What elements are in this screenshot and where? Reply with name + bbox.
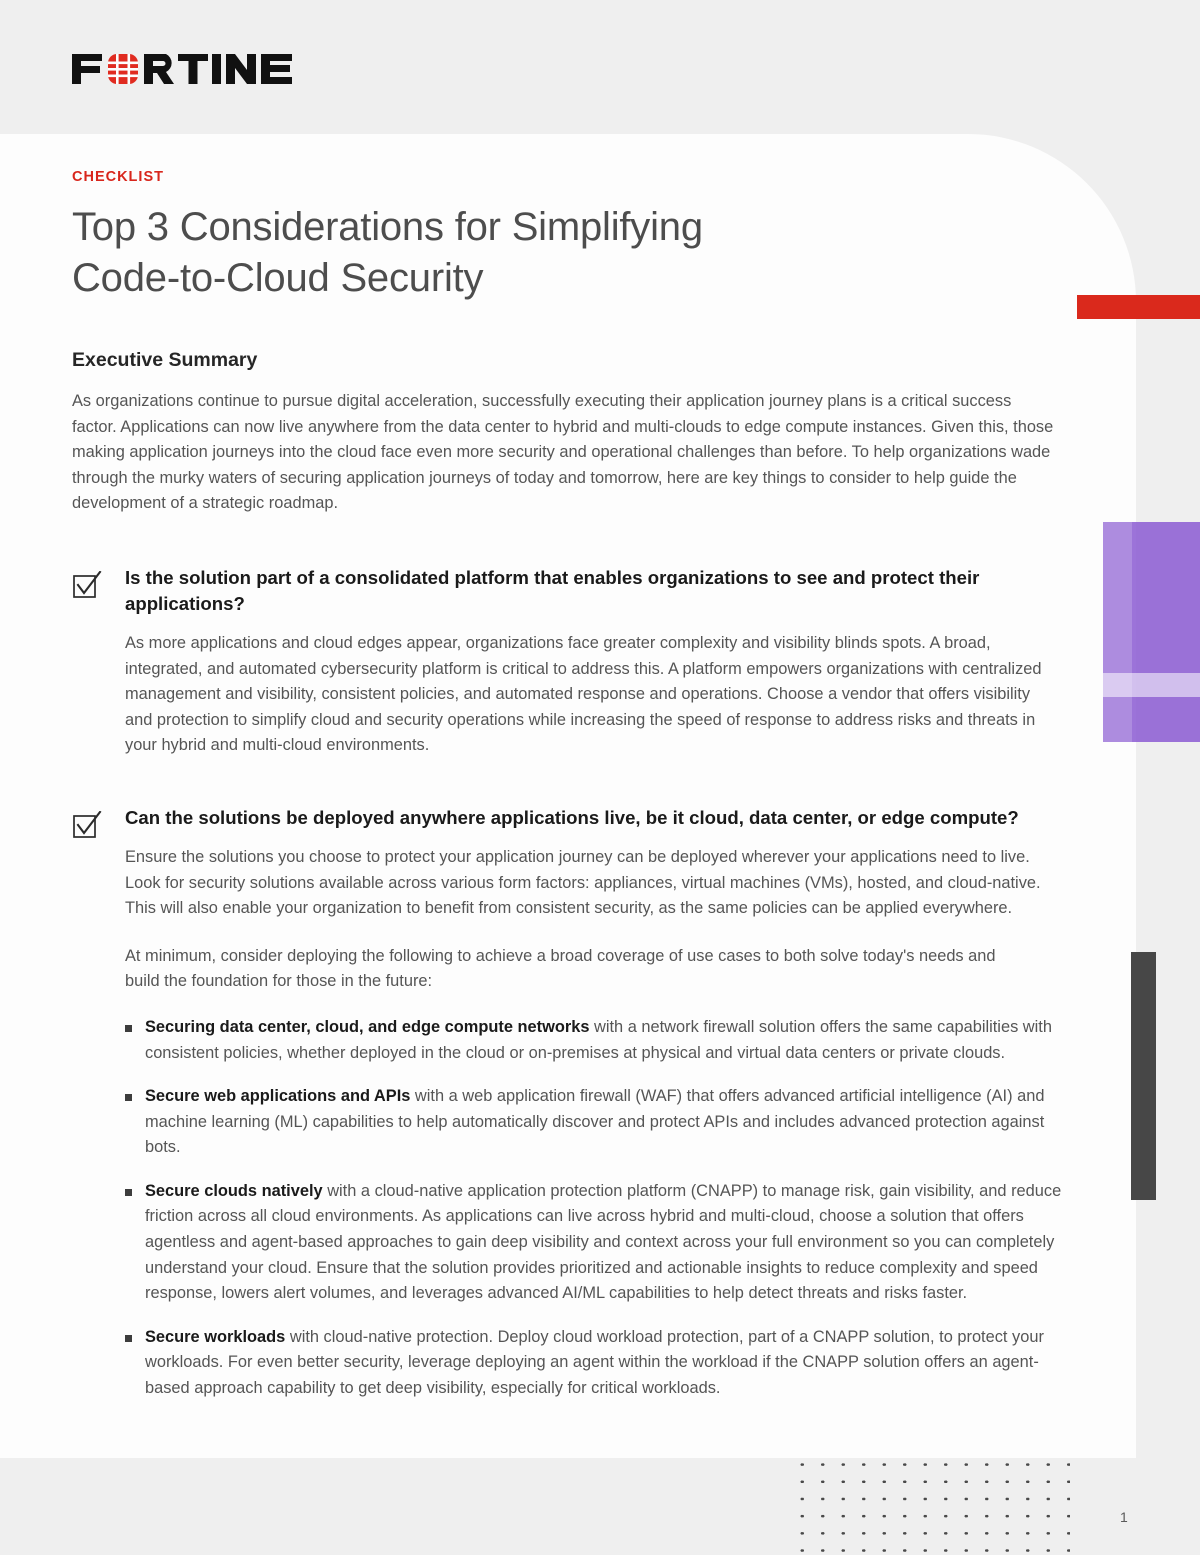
checklist-item <box>72 565 1062 759</box>
list-item-rest: with a network firewall solution offers the same capabilities with consistent policies, whether deployed in the cloud or on-premises at physical and virtual data centers or private clouds. <box>145 1017 1052 1062</box>
sub-paragraph: At minimum, consider deploying the following to achieve a broad coverage of use cases to both solve today's needs and build the foundation for those in the future: <box>125 946 996 991</box>
page-title <box>72 202 872 304</box>
list-item <box>125 1015 1062 1066</box>
list-item-lead: Secure workloads <box>145 1327 286 1346</box>
document-content <box>72 168 1062 1402</box>
list-item <box>125 1084 1062 1161</box>
list-item-lead: Securing data center, cloud, and edge compute networks <box>145 1017 590 1036</box>
eyebrow-label: CHECKLIST <box>72 169 164 185</box>
checked-checkbox-icon <box>72 811 102 841</box>
executive-summary-paragraph: As organizations continue to pursue digital acceleration, successfully executing their application journey plans is a critical success factor. Applications can now live anywhere from the data center to hybrid and multi-clouds to edge compute instances. Given this, those making application journeys into the cloud face even more security and operational challenges than before. To help organizations wade through the murky waters of securing application journeys of today and tomorrow, here are key things to consider to help guide the development of a strategic roadmap. <box>72 392 1054 513</box>
executive-summary-heading: Executive Summary <box>72 349 258 371</box>
checklist-item <box>72 805 1062 922</box>
red-accent-bar <box>1077 295 1200 319</box>
square-bullet-icon <box>125 1335 132 1342</box>
square-bullet-icon <box>125 1189 132 1196</box>
list-item-lead: Secure clouds natively <box>145 1181 323 1200</box>
checklist-question: Can the solutions be deployed anywhere applications live, be it cloud, data center, or edge compute? <box>125 806 1019 828</box>
list-item <box>125 1325 1062 1402</box>
purple-accent-notch <box>1103 673 1200 697</box>
fortinet-logo <box>72 50 294 88</box>
page-number: 1 <box>1120 1509 1128 1525</box>
list-item-rest: with cloud-native protection. Deploy cloud workload protection, part of a CNAPP solution, to protect your workloads. For even better security, leverage deploying an agent within the workload if the CNAPP solution offers an agent-based approach capability to get deep visibility, especially for critical workloads. <box>145 1327 1044 1398</box>
square-bullet-icon <box>125 1094 132 1101</box>
dot-grid-decoration <box>790 1452 1070 1555</box>
list-item-rest: with a web application firewall (WAF) that offers advanced artificial intelligence (AI) and machine learning (ML) capabilities to help automatically discover and protect APIs and includes advanced protection against bots. <box>145 1087 1045 1157</box>
list-item-lead: Secure web applications and APIs <box>145 1087 411 1106</box>
page-title-line-2: Code-to-Cloud Security <box>72 256 484 300</box>
checklist-body: Ensure the solutions you choose to protect your application journey can be deployed wherever your applications need to live. Look for security solutions available across various form factors: appliances, virtual machines (VMs), hosted, and cloud-native. This will also enable your organization to benefit from consistent security, as the same policies can be applied everywhere. <box>125 847 1041 918</box>
checklist-body: As more applications and cloud edges appear, organizations face greater complexity and visibility blinds spots. A broad, integrated, and automated cybersecurity platform is critical to address this. A platform empowers organizations with centralized management and visibility, consistent policies, and automated response and operations. Choose a vendor that offers visibility and protection to simplify cloud and security operations while increasing the speed of response to address risks and threats in your hybrid and multi-cloud environments. <box>125 633 1042 755</box>
purple-accent-block-right <box>1132 522 1200 742</box>
bullet-list <box>72 1015 1062 1402</box>
checked-checkbox-icon <box>72 571 102 601</box>
list-item <box>125 1179 1062 1307</box>
list-item-rest: with a cloud-native application protection platform (CNAPP) to manage risk, gain visibility, and reduce friction across all cloud environments. As applications can live across hybrid and multi-cloud, choose a solution that offers agentless and agent-based approaches to gain deep visibility and context across your full environment so you can completely understand your cloud. Ensure that the solution provides prioritized and actionable insights to reduce complexity and speed response, lowers alert volumes, and leverages advanced AI/ML capabilities to help detect threats and risks faster. <box>145 1181 1062 1303</box>
square-bullet-icon <box>125 1025 132 1032</box>
checklist-question: Is the solution part of a consolidated platform that enables organizations to see and protect their applications? <box>125 566 980 614</box>
gray-accent-bar <box>1131 952 1156 1200</box>
page-title-line-1: Top 3 Considerations for Simplifying <box>72 205 703 249</box>
